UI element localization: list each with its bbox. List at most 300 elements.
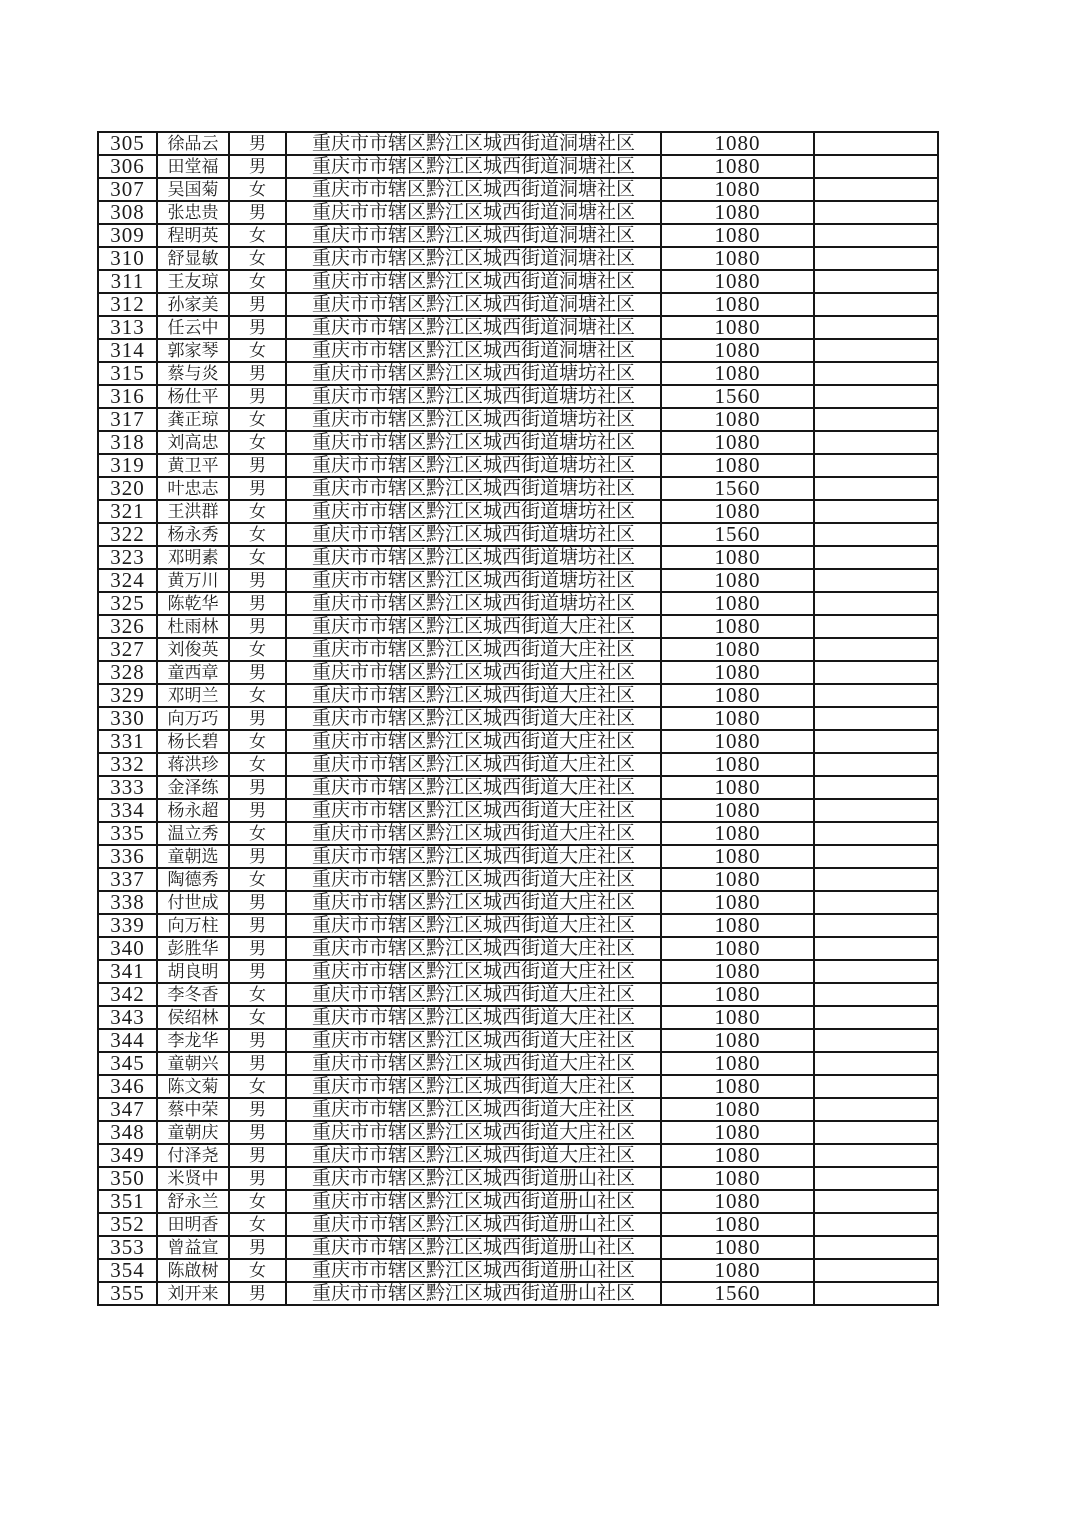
name-cell: 舒显敏 bbox=[157, 247, 229, 270]
address-cell: 重庆市市辖区黔江区城西街道塘坊社区 bbox=[286, 431, 661, 454]
name-cell: 蒋洪珍 bbox=[157, 753, 229, 776]
empty-cell bbox=[814, 1006, 938, 1029]
row-number-cell: 346 bbox=[98, 1075, 157, 1098]
name-cell: 程明英 bbox=[157, 224, 229, 247]
row-number-cell: 306 bbox=[98, 155, 157, 178]
row-number-cell: 353 bbox=[98, 1236, 157, 1259]
address-cell: 重庆市市辖区黔江区城西街道大庄社区 bbox=[286, 960, 661, 983]
gender-cell: 女 bbox=[229, 500, 286, 523]
gender-cell: 女 bbox=[229, 178, 286, 201]
name-cell: 邓明兰 bbox=[157, 684, 229, 707]
address-cell: 重庆市市辖区黔江区城西街道大庄社区 bbox=[286, 707, 661, 730]
empty-cell bbox=[814, 201, 938, 224]
name-cell: 徐品云 bbox=[157, 132, 229, 155]
row-number-cell: 313 bbox=[98, 316, 157, 339]
table-row bbox=[98, 661, 938, 684]
gender-cell: 男 bbox=[229, 132, 286, 155]
amount-cell: 1080 bbox=[661, 1190, 814, 1213]
amount-cell: 1080 bbox=[661, 1052, 814, 1075]
amount-cell: 1560 bbox=[661, 1282, 814, 1305]
name-cell: 杨仕平 bbox=[157, 385, 229, 408]
row-number-cell: 314 bbox=[98, 339, 157, 362]
empty-cell bbox=[814, 937, 938, 960]
address-cell: 重庆市市辖区黔江区城西街道大庄社区 bbox=[286, 661, 661, 684]
address-cell: 重庆市市辖区黔江区城西街道大庄社区 bbox=[286, 914, 661, 937]
row-number-cell: 351 bbox=[98, 1190, 157, 1213]
gender-cell: 女 bbox=[229, 1006, 286, 1029]
name-cell: 任云中 bbox=[157, 316, 229, 339]
table-row bbox=[98, 546, 938, 569]
gender-cell: 女 bbox=[229, 523, 286, 546]
amount-cell: 1080 bbox=[661, 822, 814, 845]
empty-cell bbox=[814, 178, 938, 201]
amount-cell: 1080 bbox=[661, 224, 814, 247]
row-number-cell: 352 bbox=[98, 1213, 157, 1236]
amount-cell: 1080 bbox=[661, 1075, 814, 1098]
amount-cell: 1080 bbox=[661, 1006, 814, 1029]
empty-cell bbox=[814, 753, 938, 776]
table-row bbox=[98, 477, 938, 500]
gender-cell: 女 bbox=[229, 546, 286, 569]
gender-cell: 男 bbox=[229, 661, 286, 684]
row-number-cell: 322 bbox=[98, 523, 157, 546]
address-cell: 重庆市市辖区黔江区城西街道大庄社区 bbox=[286, 1098, 661, 1121]
empty-cell bbox=[814, 799, 938, 822]
empty-cell bbox=[814, 914, 938, 937]
amount-cell: 1080 bbox=[661, 247, 814, 270]
address-cell: 重庆市市辖区黔江区城西街道洞塘社区 bbox=[286, 293, 661, 316]
empty-cell bbox=[814, 615, 938, 638]
name-cell: 叶忠志 bbox=[157, 477, 229, 500]
address-cell: 重庆市市辖区黔江区城西街道大庄社区 bbox=[286, 799, 661, 822]
name-cell: 童朝庆 bbox=[157, 1121, 229, 1144]
amount-cell: 1080 bbox=[661, 316, 814, 339]
address-cell: 重庆市市辖区黔江区城西街道大庄社区 bbox=[286, 1029, 661, 1052]
gender-cell: 男 bbox=[229, 960, 286, 983]
row-number-cell: 326 bbox=[98, 615, 157, 638]
row-number-cell: 308 bbox=[98, 201, 157, 224]
address-cell: 重庆市市辖区黔江区城西街道洞塘社区 bbox=[286, 339, 661, 362]
empty-cell bbox=[814, 960, 938, 983]
table-row bbox=[98, 937, 938, 960]
name-cell: 田明香 bbox=[157, 1213, 229, 1236]
gender-cell: 女 bbox=[229, 339, 286, 362]
name-cell: 李龙华 bbox=[157, 1029, 229, 1052]
empty-cell bbox=[814, 1190, 938, 1213]
name-cell: 李冬香 bbox=[157, 983, 229, 1006]
row-number-cell: 335 bbox=[98, 822, 157, 845]
empty-cell bbox=[814, 1144, 938, 1167]
table-row bbox=[98, 362, 938, 385]
gender-cell: 男 bbox=[229, 1282, 286, 1305]
table-row bbox=[98, 523, 938, 546]
table-row bbox=[98, 960, 938, 983]
name-cell: 陈文菊 bbox=[157, 1075, 229, 1098]
name-cell: 陈乾华 bbox=[157, 592, 229, 615]
address-cell: 重庆市市辖区黔江区城西街道塘坊社区 bbox=[286, 500, 661, 523]
gender-cell: 女 bbox=[229, 408, 286, 431]
table-row bbox=[98, 638, 938, 661]
address-cell: 重庆市市辖区黔江区城西街道册山社区 bbox=[286, 1259, 661, 1282]
table-row bbox=[98, 730, 938, 753]
address-cell: 重庆市市辖区黔江区城西街道大庄社区 bbox=[286, 1006, 661, 1029]
amount-cell: 1080 bbox=[661, 1259, 814, 1282]
amount-cell: 1080 bbox=[661, 638, 814, 661]
table-row bbox=[98, 247, 938, 270]
gender-cell: 男 bbox=[229, 1236, 286, 1259]
row-number-cell: 320 bbox=[98, 477, 157, 500]
amount-cell: 1080 bbox=[661, 776, 814, 799]
name-cell: 黄万川 bbox=[157, 569, 229, 592]
name-cell: 温立秀 bbox=[157, 822, 229, 845]
empty-cell bbox=[814, 1236, 938, 1259]
row-number-cell: 321 bbox=[98, 500, 157, 523]
empty-cell bbox=[814, 845, 938, 868]
table-row bbox=[98, 1213, 938, 1236]
name-cell: 杨永秀 bbox=[157, 523, 229, 546]
amount-cell: 1080 bbox=[661, 753, 814, 776]
address-cell: 重庆市市辖区黔江区城西街道洞塘社区 bbox=[286, 132, 661, 155]
amount-cell: 1080 bbox=[661, 914, 814, 937]
address-cell: 重庆市市辖区黔江区城西街道塘坊社区 bbox=[286, 592, 661, 615]
table-row bbox=[98, 845, 938, 868]
empty-cell bbox=[814, 316, 938, 339]
row-number-cell: 350 bbox=[98, 1167, 157, 1190]
name-cell: 刘开来 bbox=[157, 1282, 229, 1305]
amount-cell: 1080 bbox=[661, 983, 814, 1006]
gender-cell: 男 bbox=[229, 1121, 286, 1144]
row-number-cell: 354 bbox=[98, 1259, 157, 1282]
gender-cell: 男 bbox=[229, 1029, 286, 1052]
empty-cell bbox=[814, 592, 938, 615]
gender-cell: 男 bbox=[229, 891, 286, 914]
row-number-cell: 316 bbox=[98, 385, 157, 408]
gender-cell: 女 bbox=[229, 1190, 286, 1213]
name-cell: 杨长碧 bbox=[157, 730, 229, 753]
table-row bbox=[98, 224, 938, 247]
table-row bbox=[98, 592, 938, 615]
address-cell: 重庆市市辖区黔江区城西街道洞塘社区 bbox=[286, 178, 661, 201]
empty-cell bbox=[814, 477, 938, 500]
empty-cell bbox=[814, 224, 938, 247]
name-cell: 黄卫平 bbox=[157, 454, 229, 477]
name-cell: 孙家美 bbox=[157, 293, 229, 316]
table-row bbox=[98, 178, 938, 201]
empty-cell bbox=[814, 1052, 938, 1075]
address-cell: 重庆市市辖区黔江区城西街道大庄社区 bbox=[286, 891, 661, 914]
address-cell: 重庆市市辖区黔江区城西街道大庄社区 bbox=[286, 730, 661, 753]
gender-cell: 女 bbox=[229, 684, 286, 707]
amount-cell: 1080 bbox=[661, 868, 814, 891]
gender-cell: 男 bbox=[229, 293, 286, 316]
gender-cell: 女 bbox=[229, 730, 286, 753]
amount-cell: 1080 bbox=[661, 661, 814, 684]
address-cell: 重庆市市辖区黔江区城西街道塘坊社区 bbox=[286, 477, 661, 500]
amount-cell: 1080 bbox=[661, 615, 814, 638]
table-row bbox=[98, 1282, 938, 1305]
table-row bbox=[98, 1190, 938, 1213]
row-number-cell: 310 bbox=[98, 247, 157, 270]
name-cell: 付泽尧 bbox=[157, 1144, 229, 1167]
empty-cell bbox=[814, 431, 938, 454]
amount-cell: 1080 bbox=[661, 500, 814, 523]
gender-cell: 男 bbox=[229, 1098, 286, 1121]
empty-cell bbox=[814, 408, 938, 431]
table-row bbox=[98, 155, 938, 178]
empty-cell bbox=[814, 523, 938, 546]
amount-cell: 1080 bbox=[661, 1029, 814, 1052]
table-row bbox=[98, 1121, 938, 1144]
amount-cell: 1080 bbox=[661, 592, 814, 615]
address-cell: 重庆市市辖区黔江区城西街道大庄社区 bbox=[286, 684, 661, 707]
name-cell: 陶德秀 bbox=[157, 868, 229, 891]
row-number-cell: 318 bbox=[98, 431, 157, 454]
row-number-cell: 345 bbox=[98, 1052, 157, 1075]
name-cell: 刘高忠 bbox=[157, 431, 229, 454]
gender-cell: 男 bbox=[229, 776, 286, 799]
name-cell: 童西章 bbox=[157, 661, 229, 684]
table-row bbox=[98, 500, 938, 523]
name-cell: 曾益宣 bbox=[157, 1236, 229, 1259]
row-number-cell: 338 bbox=[98, 891, 157, 914]
table-row bbox=[98, 615, 938, 638]
amount-cell: 1080 bbox=[661, 799, 814, 822]
name-cell: 田堂福 bbox=[157, 155, 229, 178]
empty-cell bbox=[814, 707, 938, 730]
gender-cell: 男 bbox=[229, 845, 286, 868]
address-cell: 重庆市市辖区黔江区城西街道大庄社区 bbox=[286, 868, 661, 891]
name-cell: 付世成 bbox=[157, 891, 229, 914]
address-cell: 重庆市市辖区黔江区城西街道大庄社区 bbox=[286, 638, 661, 661]
row-number-cell: 315 bbox=[98, 362, 157, 385]
table-row bbox=[98, 707, 938, 730]
row-number-cell: 317 bbox=[98, 408, 157, 431]
table-row bbox=[98, 1029, 938, 1052]
empty-cell bbox=[814, 270, 938, 293]
address-cell: 重庆市市辖区黔江区城西街道大庄社区 bbox=[286, 1052, 661, 1075]
amount-cell: 1080 bbox=[661, 937, 814, 960]
empty-cell bbox=[814, 569, 938, 592]
name-cell: 侯绍林 bbox=[157, 1006, 229, 1029]
table-row bbox=[98, 799, 938, 822]
gender-cell: 男 bbox=[229, 1144, 286, 1167]
gender-cell: 女 bbox=[229, 270, 286, 293]
table-row bbox=[98, 1075, 938, 1098]
empty-cell bbox=[814, 684, 938, 707]
address-cell: 重庆市市辖区黔江区城西街道大庄社区 bbox=[286, 983, 661, 1006]
amount-cell: 1080 bbox=[661, 132, 814, 155]
gender-cell: 男 bbox=[229, 592, 286, 615]
table-row bbox=[98, 822, 938, 845]
name-cell: 杨永超 bbox=[157, 799, 229, 822]
name-cell: 王友琼 bbox=[157, 270, 229, 293]
empty-cell bbox=[814, 339, 938, 362]
gender-cell: 女 bbox=[229, 753, 286, 776]
address-cell: 重庆市市辖区黔江区城西街道洞塘社区 bbox=[286, 201, 661, 224]
amount-cell: 1080 bbox=[661, 201, 814, 224]
name-cell: 郭家琴 bbox=[157, 339, 229, 362]
row-number-cell: 336 bbox=[98, 845, 157, 868]
table-row bbox=[98, 1236, 938, 1259]
amount-cell: 1080 bbox=[661, 362, 814, 385]
address-cell: 重庆市市辖区黔江区城西街道册山社区 bbox=[286, 1282, 661, 1305]
table-row bbox=[98, 983, 938, 1006]
gender-cell: 女 bbox=[229, 1213, 286, 1236]
address-cell: 重庆市市辖区黔江区城西街道册山社区 bbox=[286, 1236, 661, 1259]
name-cell: 童朝兴 bbox=[157, 1052, 229, 1075]
empty-cell bbox=[814, 983, 938, 1006]
address-cell: 重庆市市辖区黔江区城西街道大庄社区 bbox=[286, 1075, 661, 1098]
name-cell: 杜雨林 bbox=[157, 615, 229, 638]
amount-cell: 1080 bbox=[661, 178, 814, 201]
row-number-cell: 334 bbox=[98, 799, 157, 822]
empty-cell bbox=[814, 661, 938, 684]
row-number-cell: 333 bbox=[98, 776, 157, 799]
name-cell: 王洪群 bbox=[157, 500, 229, 523]
table-row bbox=[98, 132, 938, 155]
table-row bbox=[98, 270, 938, 293]
empty-cell bbox=[814, 155, 938, 178]
row-number-cell: 343 bbox=[98, 1006, 157, 1029]
row-number-cell: 340 bbox=[98, 937, 157, 960]
address-cell: 重庆市市辖区黔江区城西街道塘坊社区 bbox=[286, 454, 661, 477]
table-row bbox=[98, 201, 938, 224]
amount-cell: 1080 bbox=[661, 569, 814, 592]
address-cell: 重庆市市辖区黔江区城西街道洞塘社区 bbox=[286, 270, 661, 293]
gender-cell: 男 bbox=[229, 914, 286, 937]
row-number-cell: 342 bbox=[98, 983, 157, 1006]
amount-cell: 1080 bbox=[661, 155, 814, 178]
empty-cell bbox=[814, 730, 938, 753]
empty-cell bbox=[814, 822, 938, 845]
amount-cell: 1080 bbox=[661, 1236, 814, 1259]
row-number-cell: 330 bbox=[98, 707, 157, 730]
amount-cell: 1080 bbox=[661, 707, 814, 730]
address-cell: 重庆市市辖区黔江区城西街道塘坊社区 bbox=[286, 362, 661, 385]
table-row bbox=[98, 1052, 938, 1075]
row-number-cell: 325 bbox=[98, 592, 157, 615]
table-body bbox=[98, 132, 938, 1305]
table-row bbox=[98, 293, 938, 316]
address-cell: 重庆市市辖区黔江区城西街道塘坊社区 bbox=[286, 546, 661, 569]
gender-cell: 男 bbox=[229, 1052, 286, 1075]
gender-cell: 男 bbox=[229, 385, 286, 408]
name-cell: 米贤中 bbox=[157, 1167, 229, 1190]
amount-cell: 1080 bbox=[661, 454, 814, 477]
empty-cell bbox=[814, 293, 938, 316]
address-cell: 重庆市市辖区黔江区城西街道大庄社区 bbox=[286, 1144, 661, 1167]
gender-cell: 女 bbox=[229, 247, 286, 270]
address-cell: 重庆市市辖区黔江区城西街道大庄社区 bbox=[286, 776, 661, 799]
gender-cell: 男 bbox=[229, 707, 286, 730]
gender-cell: 男 bbox=[229, 799, 286, 822]
amount-cell: 1080 bbox=[661, 960, 814, 983]
empty-cell bbox=[814, 546, 938, 569]
name-cell: 邓明素 bbox=[157, 546, 229, 569]
amount-cell: 1080 bbox=[661, 1167, 814, 1190]
table-row bbox=[98, 431, 938, 454]
name-cell: 向万柱 bbox=[157, 914, 229, 937]
row-number-cell: 311 bbox=[98, 270, 157, 293]
name-cell: 蔡中荣 bbox=[157, 1098, 229, 1121]
table-row bbox=[98, 868, 938, 891]
table-row bbox=[98, 408, 938, 431]
gender-cell: 男 bbox=[229, 569, 286, 592]
amount-cell: 1080 bbox=[661, 1144, 814, 1167]
amount-cell: 1560 bbox=[661, 477, 814, 500]
empty-cell bbox=[814, 1098, 938, 1121]
empty-cell bbox=[814, 362, 938, 385]
address-cell: 重庆市市辖区黔江区城西街道大庄社区 bbox=[286, 615, 661, 638]
amount-cell: 1080 bbox=[661, 431, 814, 454]
gender-cell: 男 bbox=[229, 1167, 286, 1190]
amount-cell: 1080 bbox=[661, 891, 814, 914]
row-number-cell: 341 bbox=[98, 960, 157, 983]
amount-cell: 1560 bbox=[661, 523, 814, 546]
beneficiary-roster-table bbox=[97, 131, 939, 1306]
amount-cell: 1080 bbox=[661, 339, 814, 362]
row-number-cell: 309 bbox=[98, 224, 157, 247]
address-cell: 重庆市市辖区黔江区城西街道大庄社区 bbox=[286, 753, 661, 776]
empty-cell bbox=[814, 247, 938, 270]
address-cell: 重庆市市辖区黔江区城西街道册山社区 bbox=[286, 1190, 661, 1213]
name-cell: 蔡与炎 bbox=[157, 362, 229, 385]
name-cell: 刘俊英 bbox=[157, 638, 229, 661]
gender-cell: 男 bbox=[229, 201, 286, 224]
empty-cell bbox=[814, 1282, 938, 1305]
gender-cell: 男 bbox=[229, 362, 286, 385]
table-row bbox=[98, 385, 938, 408]
gender-cell: 女 bbox=[229, 638, 286, 661]
address-cell: 重庆市市辖区黔江区城西街道大庄社区 bbox=[286, 1121, 661, 1144]
amount-cell: 1080 bbox=[661, 293, 814, 316]
empty-cell bbox=[814, 385, 938, 408]
row-number-cell: 355 bbox=[98, 1282, 157, 1305]
empty-cell bbox=[814, 1075, 938, 1098]
address-cell: 重庆市市辖区黔江区城西街道塘坊社区 bbox=[286, 385, 661, 408]
amount-cell: 1080 bbox=[661, 1121, 814, 1144]
empty-cell bbox=[814, 868, 938, 891]
amount-cell: 1080 bbox=[661, 684, 814, 707]
table-row bbox=[98, 914, 938, 937]
table-row bbox=[98, 891, 938, 914]
row-number-cell: 323 bbox=[98, 546, 157, 569]
row-number-cell: 327 bbox=[98, 638, 157, 661]
table-row bbox=[98, 339, 938, 362]
name-cell: 舒永兰 bbox=[157, 1190, 229, 1213]
gender-cell: 女 bbox=[229, 868, 286, 891]
name-cell: 彭胜华 bbox=[157, 937, 229, 960]
row-number-cell: 319 bbox=[98, 454, 157, 477]
gender-cell: 女 bbox=[229, 1075, 286, 1098]
table-row bbox=[98, 1144, 938, 1167]
row-number-cell: 347 bbox=[98, 1098, 157, 1121]
table-row bbox=[98, 316, 938, 339]
name-cell: 龚正琼 bbox=[157, 408, 229, 431]
gender-cell: 男 bbox=[229, 937, 286, 960]
address-cell: 重庆市市辖区黔江区城西街道洞塘社区 bbox=[286, 224, 661, 247]
table-row bbox=[98, 753, 938, 776]
row-number-cell: 339 bbox=[98, 914, 157, 937]
gender-cell: 女 bbox=[229, 224, 286, 247]
address-cell: 重庆市市辖区黔江区城西街道塘坊社区 bbox=[286, 408, 661, 431]
amount-cell: 1080 bbox=[661, 1098, 814, 1121]
name-cell: 童朝选 bbox=[157, 845, 229, 868]
empty-cell bbox=[814, 776, 938, 799]
empty-cell bbox=[814, 638, 938, 661]
table-row bbox=[98, 776, 938, 799]
gender-cell: 男 bbox=[229, 454, 286, 477]
